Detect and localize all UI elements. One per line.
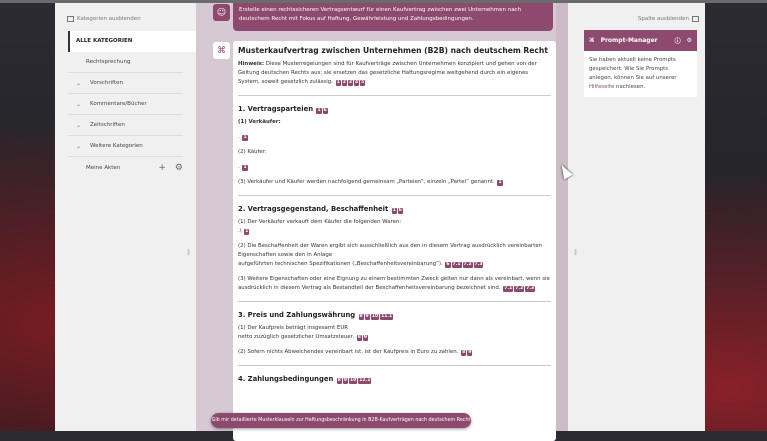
citation-badge[interactable]: 8 <box>462 350 466 355</box>
citation-badge[interactable]: 7.1 <box>452 262 461 267</box>
hide-column-label: Spalte ausblenden <box>637 16 689 22</box>
divider <box>238 195 551 196</box>
paragraph: (3) Verkäufer und Käufer werden nachfolgend gemeinsam „Parteien“, einzeln „Partei“ genannt. <box>238 179 495 185</box>
paragraph: (2) Sofern nichts Abweichendes vereinbart ist, ist der Kaufpreis in Euro zu zahlen. <box>238 349 459 355</box>
hide-categories-button[interactable] <box>67 16 141 22</box>
category-nav <box>68 31 197 179</box>
hide-column-button[interactable] <box>638 16 699 22</box>
citation-badge[interactable]: 5 <box>361 80 365 85</box>
citation-badge[interactable]: 6 <box>398 208 402 213</box>
paragraph: (1) Der Kaufpreis beträgt insgesamt EUR <box>238 325 349 331</box>
paragraph: netto zuzüglich gesetzlicher Umsatzsteuer. <box>238 334 355 340</box>
citation-badge[interactable]: 7.3 <box>526 286 535 291</box>
citation-badge[interactable]: 10 <box>349 378 357 383</box>
user-icon: ☺ <box>213 4 230 21</box>
citations <box>460 349 472 355</box>
chevron-down-icon: ⌄ <box>76 100 82 108</box>
citation-badge[interactable]: 6 <box>446 262 450 267</box>
suggested-prompt-button[interactable]: Gib mir detaillierte Musterklauseln zur Haftungsbeschränkung in B2B-Kaufverträgen nach deutschem Recht <box>211 413 471 428</box>
right-panel <box>568 3 705 431</box>
citations <box>358 311 394 319</box>
sidebar-item-kommentare[interactable] <box>68 94 183 115</box>
citation-badge[interactable]: 7.2 <box>463 262 472 267</box>
sidebar-item-meine-akten[interactable] <box>68 157 183 179</box>
citation-badge[interactable]: 1 <box>243 165 247 170</box>
citation-badge[interactable]: 12.1 <box>359 378 371 383</box>
hint-label: Hinweis: <box>238 61 265 67</box>
citation-badge[interactable]: 8 <box>359 314 363 319</box>
chevron-down-icon: ⌄ <box>76 121 82 129</box>
hint <box>238 60 551 87</box>
citations <box>241 164 247 170</box>
paragraph: aufgeführten technischen Spezifikationen („Beschaffenheitsvereinbarung“). <box>238 261 443 267</box>
citations <box>315 105 327 113</box>
citation-badge[interactable]: 1 <box>243 135 247 140</box>
resize-handle[interactable]: ‖ <box>187 249 190 256</box>
paragraph: (2) Käufer: <box>238 149 267 155</box>
paragraph: (3) Weitere Eigenschaften oder eine Eignung zu einem bestimmten Zweck gelten nur dann als vereinbart, wenn sie ausdrücklich in diesem Vertrag als Bestandteil der Beschaffenheitsvereinbarung bezeichnet sind. <box>238 276 550 291</box>
sidebar-item-label: Weitere Kategorien <box>90 143 143 149</box>
citation-badge[interactable]: 8 <box>357 335 361 340</box>
citation-badge[interactable]: 7.2 <box>515 286 524 291</box>
paragraph: .\ <box>238 228 242 234</box>
sidebar-item-all[interactable]: ALLE KATEGORIEN <box>68 31 197 52</box>
paragraph: . <box>238 164 240 170</box>
chat-area <box>196 3 568 431</box>
citation-badge[interactable]: 4 <box>355 80 359 85</box>
category-sidebar <box>55 3 190 431</box>
citation-badge[interactable]: 6 <box>323 108 327 113</box>
citation-badge[interactable]: 11.1 <box>381 314 393 319</box>
hide-categories-label: Kategorien ausblenden <box>77 16 141 22</box>
citation-badge[interactable]: 9 <box>343 378 347 383</box>
prompt-manager-title: Prompt-Manager <box>600 37 658 44</box>
citation-badge[interactable]: 1 <box>245 229 249 234</box>
citations <box>241 134 247 140</box>
citations <box>356 334 368 340</box>
sidebar-item-label: Meine Akten <box>86 165 121 171</box>
info-icon[interactable]: ⓘ <box>674 38 681 45</box>
citation-badge[interactable]: 1 <box>336 80 340 85</box>
citations <box>502 285 535 291</box>
sidebar-item-label: Kommentare/Bücher <box>90 101 147 107</box>
app-window <box>55 3 705 431</box>
hint-text: Diese Musterregelungen sind für Kaufverträge zwischen Unternehmen konzipiert und gehen von der Geltung deutschen Rechts aus; sie ersetzen das gesetzliche Haftungsregime weitgehend durch ein eigenes System, soweit gesetzlich zulässig. <box>238 61 537 85</box>
section-heading: 2. Vertragsgegenstand, Beschaffenheit 1 6 <box>238 205 402 213</box>
citations <box>444 261 483 267</box>
panel-icon <box>692 16 699 22</box>
divider <box>238 301 551 302</box>
citation-badge[interactable]: 9 <box>468 350 472 355</box>
section-heading: 4. Zahlungsbedingungen 8 9 10 12.1 <box>238 375 371 383</box>
citation-badge[interactable]: 1 <box>317 108 321 113</box>
divider <box>238 95 551 96</box>
sidebar-item-zeitschriften[interactable] <box>68 115 183 136</box>
chevron-down-icon: ⌄ <box>76 142 82 150</box>
response-title: Musterkaufvertrag zwischen Unternehmen (B2B) nach deutschem Recht <box>238 46 548 55</box>
add-icon[interactable]: + <box>158 163 166 173</box>
sidebar-item-vorschriften[interactable] <box>68 73 183 94</box>
citations <box>243 228 249 234</box>
paragraph: (1) Verkäufer: <box>238 119 281 125</box>
prompt-manager-text: Sie haben aktuell keine Prompts gespeichert. Wie Sie Prompts anlegen, können Sie auf unserer <box>589 57 677 81</box>
citation-badge[interactable]: 2 <box>342 80 346 85</box>
citation-badge[interactable]: 3 <box>348 80 353 85</box>
chevron-down-icon: ⌄ <box>76 79 82 87</box>
citation-badge[interactable]: 9 <box>363 335 368 340</box>
prompt-icon: ⌘ <box>589 37 595 44</box>
gear-icon[interactable]: ⚙ <box>686 37 692 44</box>
citation-badge[interactable]: 7.3 <box>474 262 483 267</box>
citation-badge[interactable]: 9 <box>365 314 369 319</box>
prompt-manager-text: nachlesen. <box>614 84 646 90</box>
ai-icon: ⌘ <box>213 42 230 59</box>
paragraph: (1) Der Verkäufer verkauft dem Käufer die folgenden Waren: <box>238 219 402 225</box>
sidebar-item-label: Zeitschriften <box>90 122 125 128</box>
citation-badge[interactable]: 7.1 <box>504 286 513 291</box>
citation-badge[interactable]: 1 <box>392 208 396 213</box>
sidebar-item-rechtsprechung[interactable] <box>68 52 183 73</box>
sidebar-item-label: Vorschriften <box>90 80 123 86</box>
user-prompt-bubble: Erstelle einen rechtssicheren Vertragsentwurf für einen Kaufvertrag zwischen zwei Unternehmen nach deutschem Recht mit Fokus auf Haftung, Gewährleistung und Zahlungsbedingungen. <box>233 3 553 31</box>
section-heading: 3. Preis und Zahlungswährung 8 9 10 11.1 <box>238 311 393 319</box>
resize-handle[interactable]: ‖ <box>574 249 577 256</box>
prompt-manager-header <box>584 30 697 51</box>
section-heading: 1. Vertragsparteien 1 6 <box>238 105 327 113</box>
sidebar-item-weitere[interactable] <box>68 136 183 157</box>
paragraph: (2) Die Beschaffenheit der Waren ergibt sich ausschließlich aus den in diesem Vertrag ausdrücklich vereinbarten Eigenschaften sowie den in Anlage <box>238 243 543 258</box>
citations <box>336 375 372 383</box>
divider <box>238 365 551 366</box>
prompt-manager-body <box>584 51 697 97</box>
ai-response <box>233 41 556 441</box>
paragraph: . <box>238 134 240 140</box>
citation-badge[interactable]: 8 <box>337 378 341 383</box>
sidebar-item-label: Rechtsprechung <box>86 59 131 65</box>
citations <box>496 179 502 185</box>
citations <box>335 79 366 85</box>
panel-icon <box>67 16 74 22</box>
citations <box>391 205 403 213</box>
prompt-manager <box>584 30 697 97</box>
gear-icon[interactable]: ⚙ <box>174 163 183 173</box>
help-page-link[interactable]: Hilfeseite <box>589 84 615 90</box>
citation-badge[interactable]: 1 <box>498 180 502 185</box>
citation-badge[interactable]: 10 <box>371 314 379 319</box>
scrollbar[interactable] <box>556 3 568 431</box>
